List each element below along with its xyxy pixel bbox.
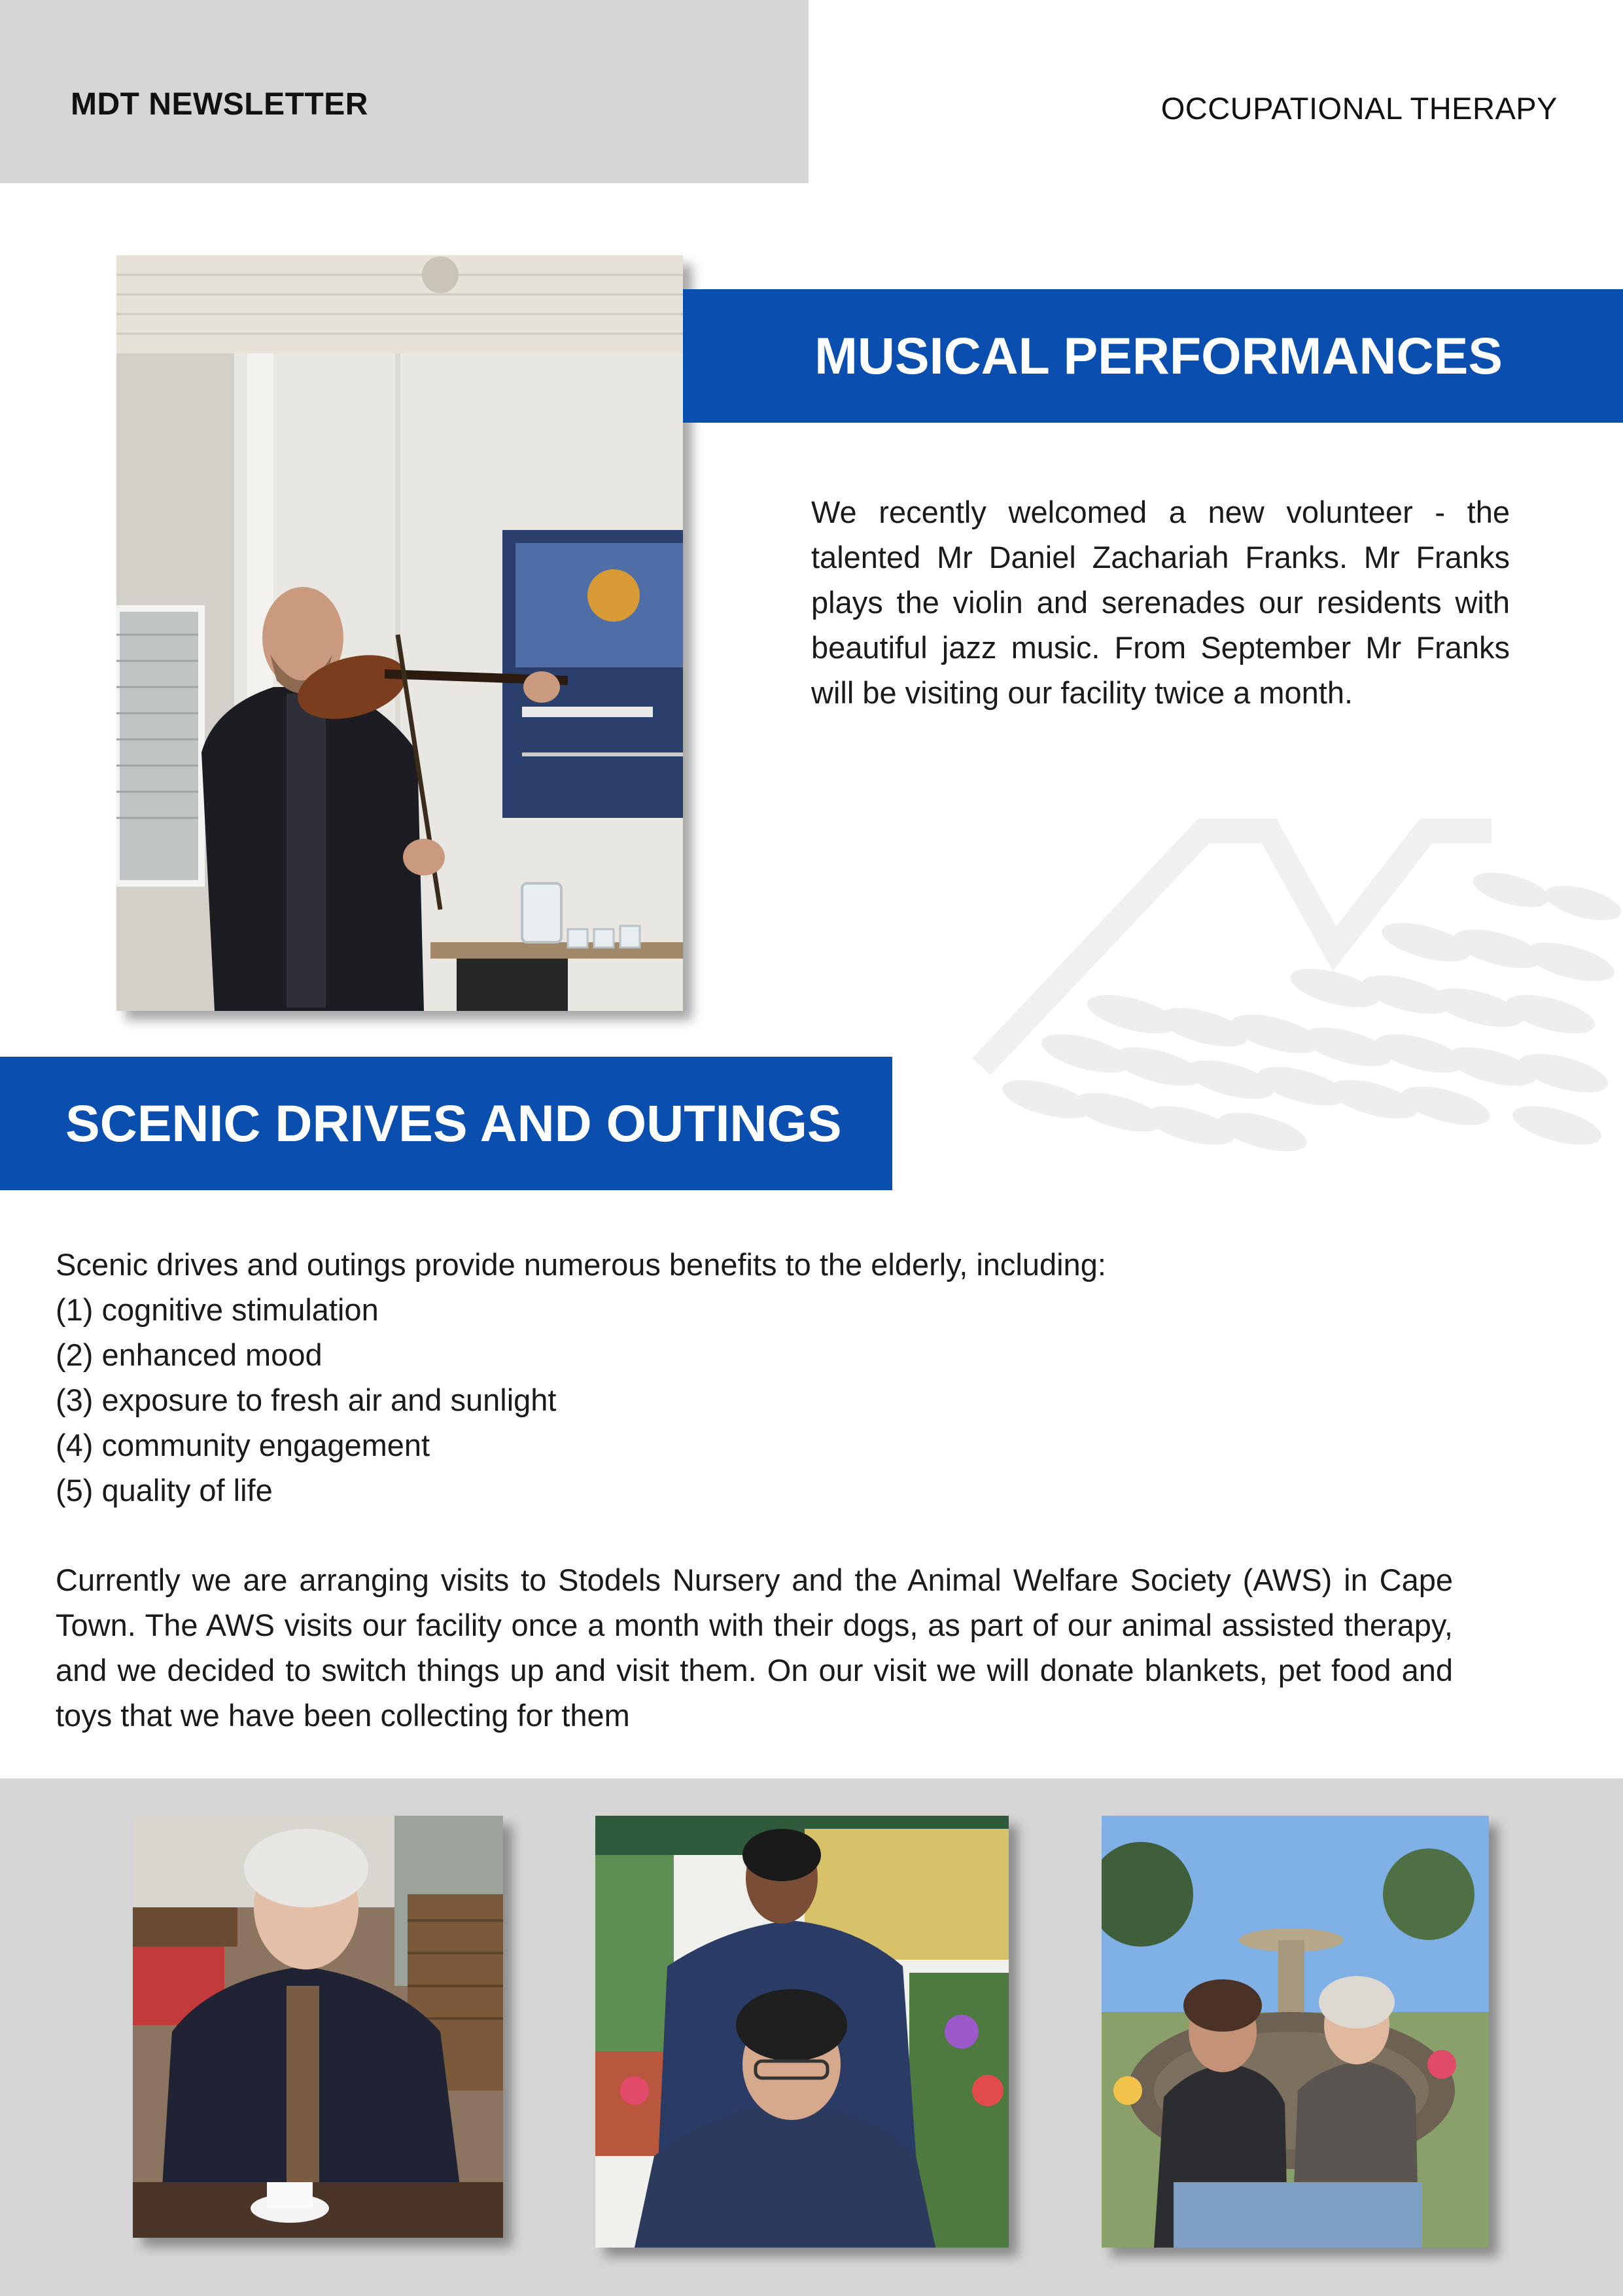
newsletter-title: MDT NEWSLETTER [71, 87, 368, 122]
scenic-paragraph: Currently we are arranging visits to Stodels Nursery and the Animal Welfare Society (AWS) in Cape Town. The AWS visits our facility once a month with their dogs, as part of our animal assisted therapy, and we decided to switch things up and visit them. On our visit we will donate blankets, pet food and toys that we have been collecting for them [56, 1563, 1453, 1733]
list-item: (5) quality of life [56, 1473, 273, 1508]
decorative-watermark [968, 818, 1623, 1158]
list-item: (4) community engagement [56, 1428, 430, 1462]
department-label: OCCUPATIONAL THERAPY [1161, 91, 1558, 126]
list-item: (3) exposure to fresh air and sunlight [56, 1383, 557, 1417]
musical-performances-text: We recently welcomed a new volunteer - the talented Mr Daniel Zachariah Franks. Mr Franks plays the violin and serenades our residents with beautiful jazz music. From September Mr Franks will be visiting our facility twice a month. [811, 495, 1510, 710]
benefits-list [56, 1287, 1456, 1513]
scenic-intro-block [56, 1242, 1456, 1513]
violinist-photo [116, 255, 683, 1011]
scenic-intro-text: Scenic drives and outings provide numerous benefits to the elderly, including: [56, 1247, 1106, 1282]
garden-fountain-photo [1102, 1816, 1489, 2248]
scenic-drives-heading: SCENIC DRIVES AND OUTINGS [0, 1057, 892, 1190]
list-item: (1) cognitive stimulation [56, 1292, 379, 1327]
nursery-visit-photo [595, 1816, 1009, 2248]
musical-performances-heading: MUSICAL PERFORMANCES [683, 289, 1623, 423]
resident-cafe-photo [133, 1816, 503, 2238]
list-item: (2) enhanced mood [56, 1337, 323, 1372]
